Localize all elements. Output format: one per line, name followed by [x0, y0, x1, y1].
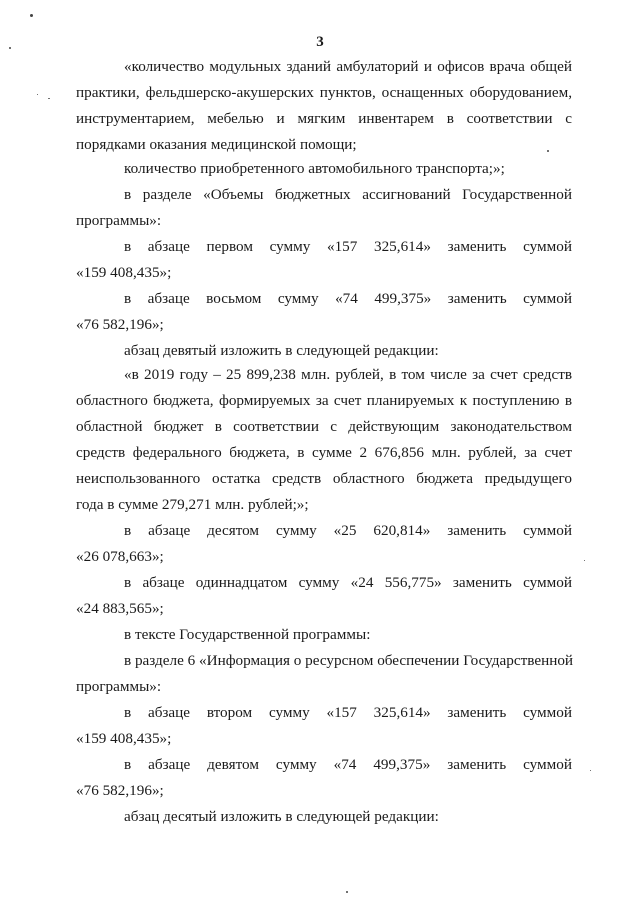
scan-speck [346, 891, 348, 893]
scan-speck [590, 770, 591, 771]
text-line: «в 2019 году – 25 899,238 млн. рублей, в том числе за счет средств [124, 366, 572, 383]
text-line: в тексте Государственной программы: [124, 626, 371, 643]
text-line: абзац десятый изложить в следующей редакции: [124, 808, 439, 825]
text-line: неиспользованного остатка средств областного бюджета предыдущего [76, 470, 572, 487]
scan-speck [547, 150, 549, 152]
text-line: «159 408,435»; [76, 264, 172, 281]
text-line: практики, фельдшерско-акушерских пунктов, оснащенных оборудованием, [76, 84, 572, 101]
text-line: «159 408,435»; [76, 730, 172, 747]
text-line: в абзаце одиннадцатом сумму «24 556,775» заменить суммой [124, 574, 572, 591]
text-line: в разделе «Объемы бюджетных ассигнований Государственной [124, 186, 572, 203]
text-line: в абзаце восьмом сумму «74 499,375» заменить суммой [124, 290, 572, 307]
text-line: областной бюджет в соответствии с действующим законодательством [76, 418, 572, 435]
scan-speck [48, 98, 50, 99]
text-line: «количество модульных зданий амбулаторий и офисов врача общей [124, 58, 572, 75]
text-line: в разделе 6 «Информация о ресурсном обеспечении Государственной [124, 652, 574, 669]
text-line: года в сумме 279,271 млн. рублей;»; [76, 496, 309, 513]
text-line: в абзаце девятом сумму «74 499,375» заменить суммой [124, 756, 572, 773]
text-line: программы»: [76, 212, 162, 229]
text-line: количество приобретенного автомобильного транспорта;»; [124, 160, 505, 177]
scan-speck [30, 14, 33, 17]
text-line: программы»: [76, 678, 162, 695]
text-line: абзац девятый изложить в следующей редакции: [124, 342, 439, 359]
text-line: средств федерального бюджета, в сумме 2 676,856 млн. рублей, за счет [76, 444, 572, 461]
text-line: в абзаце десятом сумму «25 620,814» заменить суммой [124, 522, 572, 539]
text-line: «26 078,663»; [76, 548, 164, 565]
text-line: областного бюджета, формируемых за счет планируемых к поступлению в [76, 392, 572, 409]
text-line: порядками оказания медицинской помощи; [76, 136, 357, 153]
text-line: в абзаце первом сумму «157 325,614» заменить суммой [124, 238, 572, 255]
text-line: «24 883,565»; [76, 600, 164, 617]
text-line: «76 582,196»; [76, 316, 164, 333]
text-line: в абзаце втором сумму «157 325,614» заменить суммой [124, 704, 572, 721]
scan-speck [9, 47, 11, 49]
scan-speck [37, 94, 38, 95]
page-number: 3 [316, 34, 324, 50]
text-line: «76 582,196»; [76, 782, 164, 799]
text-line: инструментарием, мебелью и мягким инвентарем в соответствии с [76, 110, 572, 127]
scan-speck [584, 560, 585, 561]
